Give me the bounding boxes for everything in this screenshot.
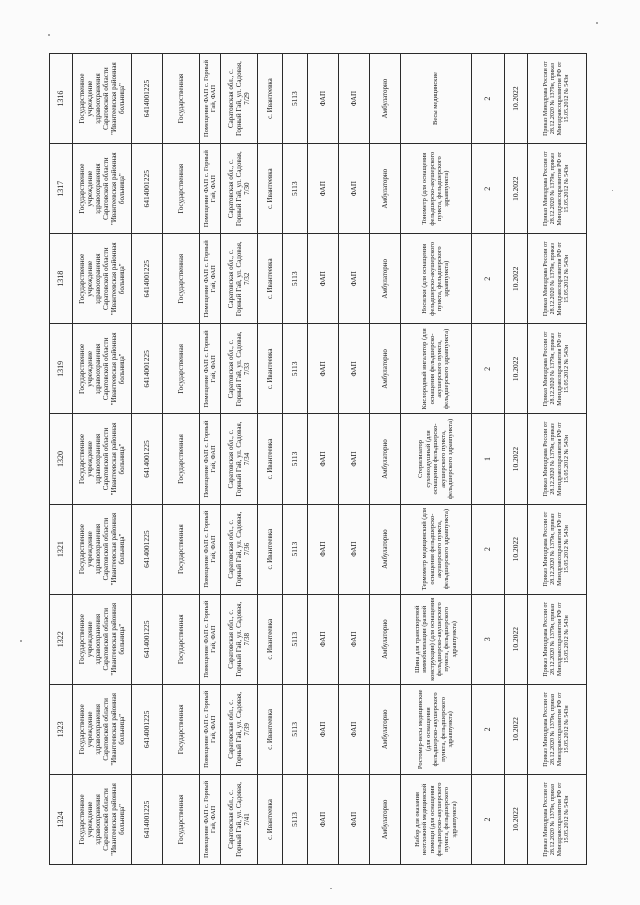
cell-address: Саратовская обл., с. Горный Гай, ул. Садовая, 7/39 [221,684,258,774]
cell-quantity: 2 [472,504,505,594]
cell-facility-type: ФАП [308,504,339,594]
cell-address: Саратовская обл., с. Горный Гай, ул. Садовая, 7/36 [221,504,258,594]
table-row-locality [258,54,283,865]
cell-facility-subtype: ФАП [339,144,370,234]
cell-record-number: 1318 [50,234,73,324]
cell-care-kind: Амбулаторно [370,324,401,414]
cell-ownership-form: Государственная [163,774,200,864]
cell-code-value: 5113 [283,234,308,324]
cell-facility-subtype: ФАП [339,414,370,504]
cell-facility-subtype: ФАП [339,594,370,684]
cell-regulatory-order: Приказ Минздрава России от 28.12.2020 № 1379н, приказ Минздравсоцразвития РФ от 15.05.2012 № 543н [528,684,587,774]
cell-record-number: 1324 [50,774,73,864]
cell-address: Саратовская обл., с. Горный Гай, ул. Садовая, 7/38 [221,594,258,684]
cell-facility-subtype: ФАП [339,234,370,324]
cell-care-kind: Амбулаторно [370,684,401,774]
cell-date-value: 10.2022 [505,594,528,684]
cell-premise-name: Помещение ФАП с. Горный Гай, ФАП [200,774,221,864]
cell-equipment-description: Ростомер-весы медицинские (для оснащения фельдшерско-акушерского пункта, фельдшерского здравпункта) [401,684,472,774]
cell-date-value: 10.2022 [505,144,528,234]
scan-speck [48,34,50,36]
cell-owner-organization: Государственное учреждение здравоохранения Саратовской области "Ивантеевская районная больница" [73,54,132,144]
cell-code-value: 5113 [283,54,308,144]
table-row-ownership-form [163,54,200,865]
table-row-inn-value [132,54,163,865]
cell-code-value: 5113 [283,684,308,774]
cell-equipment-description: Весы медицинские [401,54,472,144]
cell-facility-subtype: ФАП [339,54,370,144]
table-row-quantity [472,54,505,865]
cell-owner-organization: Государственное учреждение здравоохранения Саратовской области "Ивантеевская районная больница" [73,774,132,864]
table-row-code-value [283,54,308,865]
cell-record-number: 1321 [50,504,73,594]
table-row-care-kind [370,54,401,865]
cell-equipment-description: Термометр медицинский (для оснащения фельдшерско-акушерского пункта, фельдшерского здравпункта) [401,504,472,594]
cell-address: Саратовская обл., с. Горный Гай, ул. Садовая, 7/33 [221,324,258,414]
cell-facility-type: ФАП [308,774,339,864]
cell-owner-organization: Государственное учреждение здравоохранения Саратовской области "Ивантеевская районная больница" [73,594,132,684]
cell-facility-type: ФАП [308,234,339,324]
cell-owner-organization: Государственное учреждение здравоохранения Саратовской области "Ивантеевская районная больница" [73,684,132,774]
cell-code-value: 5113 [283,414,308,504]
cell-regulatory-order: Приказ Минздрава России от 28.12.2020 № 1379н, приказ Минздравсоцразвития РФ от 15.05.2012 № 543н [528,234,587,324]
scan-speck [330,888,332,889]
cell-address: Саратовская обл., с. Горный Гай, ул. Садовая, 7/30 [221,144,258,234]
cell-equipment-description: Шина для транспортной иммобилизации (разной конструкции) (для оснащения фельдшерско-акушерского пункта, фельдшерского здравпункта) [401,594,472,684]
rotated-table-container [49,53,570,865]
cell-regulatory-order: Приказ Минздрава России от 28.12.2020 № 1379н, приказ Минздравсоцразвития РФ от 15.05.2012 № 543н [528,54,587,144]
cell-facility-type: ФАП [308,54,339,144]
cell-owner-organization: Государственное учреждение здравоохранения Саратовской области "Ивантеевская районная больница" [73,504,132,594]
table-row-facility-type [308,54,339,865]
table-row-date-value [505,54,528,865]
scan-speck [596,22,598,24]
table-row-owner-organization [73,54,132,865]
cell-code-value: 5113 [283,324,308,414]
cell-code-value: 5113 [283,504,308,594]
table-row-equipment-description [401,54,472,865]
cell-care-kind: Амбулаторно [370,234,401,324]
cell-date-value: 10.2022 [505,684,528,774]
cell-locality: с. Ивантеевка [258,144,283,234]
cell-date-value: 10.2022 [505,324,528,414]
cell-record-number: 1317 [50,144,73,234]
cell-inn-value: 6414001225 [132,684,163,774]
table-row-facility-subtype [339,54,370,865]
cell-quantity: 3 [472,594,505,684]
cell-inn-value: 6414001225 [132,234,163,324]
cell-regulatory-order: Приказ Минздрава России от 28.12.2020 № 1379н, приказ Минздравсоцразвития РФ от 15.05.2012 № 543н [528,144,587,234]
cell-owner-organization: Государственное учреждение здравоохранения Саратовской области "Ивантеевская районная больница" [73,144,132,234]
cell-record-number: 1320 [50,414,73,504]
cell-regulatory-order: Приказ Минздрава России от 28.12.2020 № 1379н, приказ Минздравсоцразвития РФ от 15.05.2012 № 543н [528,594,587,684]
cell-quantity: 2 [472,234,505,324]
cell-premise-name: Помещение ФАП с. Горный Гай, ФАП [200,504,221,594]
table-row-premise-name [200,54,221,865]
cell-quantity: 1 [472,414,505,504]
cell-record-number: 1322 [50,594,73,684]
cell-ownership-form: Государственная [163,234,200,324]
cell-locality: с. Ивантеевка [258,684,283,774]
cell-inn-value: 6414001225 [132,774,163,864]
cell-equipment-description: Стерилизатор суховоздушный (для оснащения фельдшерско-акушерского пункта, фельдшерского здравпункта) [401,414,472,504]
cell-facility-type: ФАП [308,324,339,414]
cell-date-value: 10.2022 [505,414,528,504]
cell-premise-name: Помещение ФАП с. Горный Гай, ФАП [200,324,221,414]
cell-ownership-form: Государственная [163,324,200,414]
table-row-regulatory-order [528,54,587,865]
cell-inn-value: 6414001225 [132,414,163,504]
cell-date-value: 10.2022 [505,504,528,594]
cell-regulatory-order: Приказ Минздрава России от 28.12.2020 № 1379н, приказ Минздравсоцразвития РФ от 15.05.2012 № 543н [528,414,587,504]
cell-equipment-description: Набор для оказания неотложной медицинской помощи (для оснащения фельдшерско-акушерского пункта, фельдшерского здравпункта) [401,774,472,864]
cell-ownership-form: Государственная [163,54,200,144]
cell-code-value: 5113 [283,594,308,684]
cell-facility-type: ФАП [308,594,339,684]
table-row-record-number [50,54,73,865]
cell-premise-name: Помещение ФАП с. Горный Гай, ФАП [200,594,221,684]
cell-premise-name: Помещение ФАП с. Горный Гай, ФАП [200,684,221,774]
cell-owner-organization: Государственное учреждение здравоохранения Саратовской области "Ивантеевская районная больница" [73,234,132,324]
cell-record-number: 1323 [50,684,73,774]
cell-date-value: 10.2022 [505,774,528,864]
cell-care-kind: Амбулаторно [370,144,401,234]
cell-date-value: 10.2022 [505,54,528,144]
cell-code-value: 5113 [283,774,308,864]
cell-regulatory-order: Приказ Минздрава России от 28.12.2020 № 1379н, приказ Минздравсоцразвития РФ от 15.05.2012 № 543н [528,324,587,414]
cell-locality: с. Ивантеевка [258,54,283,144]
cell-address: Саратовская обл., с. Горный Гай, ул. Садовая, 7/34 [221,414,258,504]
cell-facility-subtype: ФАП [339,504,370,594]
cell-quantity: 2 [472,684,505,774]
cell-inn-value: 6414001225 [132,54,163,144]
cell-care-kind: Амбулаторно [370,54,401,144]
cell-locality: с. Ивантеевка [258,774,283,864]
cell-ownership-form: Государственная [163,144,200,234]
cell-ownership-form: Государственная [163,414,200,504]
cell-care-kind: Амбулаторно [370,414,401,504]
cell-ownership-form: Государственная [163,594,200,684]
cell-record-number: 1319 [50,324,73,414]
cell-facility-subtype: ФАП [339,684,370,774]
cell-facility-type: ФАП [308,414,339,504]
cell-locality: с. Ивантеевка [258,414,283,504]
cell-premise-name: Помещение ФАП с. Горный Гай, ФАП [200,144,221,234]
cell-inn-value: 6414001225 [132,504,163,594]
cell-equipment-description: Тонометр (для оснащения фельдшерско-акушерского пункта, фельдшерского здравпункта) [401,144,472,234]
cell-date-value: 10.2022 [505,234,528,324]
cell-premise-name: Помещение ФАП с. Горный Гай, ФАП [200,54,221,144]
cell-quantity: 2 [472,774,505,864]
cell-locality: с. Ивантеевка [258,234,283,324]
cell-owner-organization: Государственное учреждение здравоохранения Саратовской области "Ивантеевская районная больница" [73,324,132,414]
cell-care-kind: Амбулаторно [370,774,401,864]
cell-care-kind: Амбулаторно [370,594,401,684]
cell-inn-value: 6414001225 [132,144,163,234]
cell-address: Саратовская обл., с. Горный Гай, ул. Садовая, 7/41 [221,774,258,864]
cell-premise-name: Помещение ФАП с. Горный Гай, ФАП [200,234,221,324]
cell-equipment-description: Носилки (для оснащения фельдшерско-акушерского пункта, фельдшерского здравпункта) [401,234,472,324]
cell-facility-type: ФАП [308,144,339,234]
cell-locality: с. Ивантеевка [258,324,283,414]
cell-address: Саратовская обл., с. Горный Гай, ул. Садовая, 7/32 [221,234,258,324]
cell-inn-value: 6414001225 [132,594,163,684]
cell-ownership-form: Государственная [163,504,200,594]
table-row-address [221,54,258,865]
cell-quantity: 2 [472,54,505,144]
cell-facility-subtype: ФАП [339,774,370,864]
cell-regulatory-order: Приказ Минздрава России от 28.12.2020 № 1379н, приказ Минздравсоцразвития РФ от 15.05.2012 № 543н [528,504,587,594]
cell-regulatory-order: Приказ Минздрава России от 28.12.2020 № 1379н, приказ Минздравсоцразвития РФ от 15.05.2012 № 543н [528,774,587,864]
cell-facility-subtype: ФАП [339,324,370,414]
scan-speck [612,190,613,191]
cell-address: Саратовская обл., с. Горный Гай, ул. Садовая, 7/29 [221,54,258,144]
cell-quantity: 2 [472,144,505,234]
cell-quantity: 2 [472,324,505,414]
cell-record-number: 1316 [50,54,73,144]
cell-locality: с. Ивантеевка [258,504,283,594]
cell-owner-organization: Государственное учреждение здравоохранения Саратовской области "Ивантеевская районная больница" [73,414,132,504]
cell-premise-name: Помещение ФАП с. Горный Гай, ФАП [200,414,221,504]
equipment-registry-table [49,53,587,865]
cell-code-value: 5113 [283,144,308,234]
cell-facility-type: ФАП [308,684,339,774]
cell-care-kind: Амбулаторно [370,504,401,594]
cell-inn-value: 6414001225 [132,324,163,414]
cell-locality: с. Ивантеевка [258,594,283,684]
cell-ownership-form: Государственная [163,684,200,774]
cell-equipment-description: Кислородный ингалятор (для оснащения фельдшерско-акушерского пункта, фельдшерского здравпункта) [401,324,472,414]
scan-speck [20,640,22,642]
